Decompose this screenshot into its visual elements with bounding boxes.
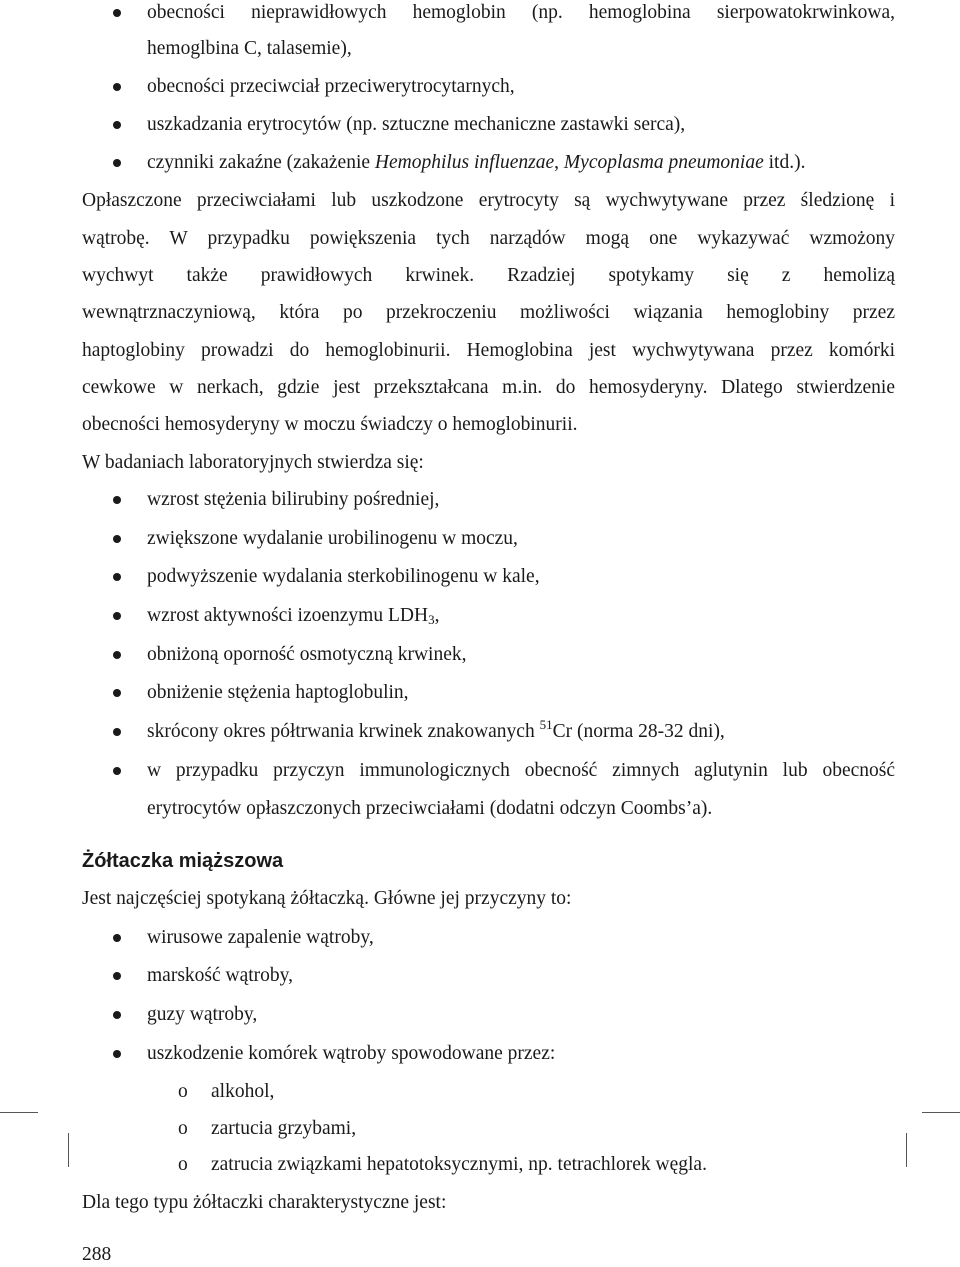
list-item-text: itd.). (763, 152, 806, 173)
bullet-icon (113, 496, 121, 504)
page-number: 288 (82, 1244, 112, 1265)
paragraph-line: wewnątrznaczyniową, która po przekroczeniu możliwości wiązania hemoglobiny przez (82, 302, 895, 323)
bullet-icon (113, 689, 121, 697)
list-item-continuation: erytrocytów opłaszczonych przeciwciałami (dodatni odczyn Coombs’a). (147, 798, 713, 819)
bullet-icon (113, 767, 121, 775)
margin-mark (922, 1112, 960, 1113)
list-item: obecności przeciwciał przeciwerytrocytarnych, (147, 76, 515, 97)
bullet-icon (113, 728, 121, 736)
bullet-icon (113, 573, 121, 581)
bullet-icon (113, 159, 121, 167)
list-item: uszkadzania erytrocytów (np. sztuczne mechaniczne zastawki serca), (147, 114, 686, 135)
sub-list-item: zatrucia związkami hepatotoksycznymi, np. tetrachlorek węgla. (211, 1154, 707, 1175)
section-intro: Jest najczęściej spotykaną żółtaczką. Główne jej przyczyny to: (82, 888, 572, 909)
pathogen-name: Mycoplasma pneumoniae (563, 152, 764, 173)
paragraph-line: obecności hemosyderyny w moczu świadczy o hemoglobinurii. (82, 414, 578, 435)
bullet-icon (113, 651, 121, 659)
margin-mark (906, 1133, 907, 1167)
sub-list-item: alkohol, (211, 1081, 275, 1102)
pathogen-name: Hemophilus influenzae (374, 152, 555, 173)
paragraph-line: cewkowe w nerkach, gdzie jest przekształcana m.in. do hemosyderyny. Dlatego stwierdzenie (82, 377, 895, 398)
list-item-text: czynniki zakaźne (zakażenie (147, 152, 375, 173)
list-item: zwiększone wydalanie urobilinogenu w moczu, (147, 528, 518, 549)
subscript: 3 (428, 612, 435, 627)
paragraph-line: Opłaszczone przeciwciałami lub uszkodzone erytrocyty są wychwytywane przez śledzionę i (82, 190, 895, 211)
bullet-icon (113, 535, 121, 543)
list-item: uszkodzenie komórek wątroby spowodowane przez: (147, 1043, 556, 1064)
closing-line: Dla tego typu żółtaczki charakterystyczne jest: (82, 1192, 447, 1213)
list-item (147, 151, 805, 175)
sub-bullet-marker: o (178, 1154, 188, 1175)
bullet-icon (113, 612, 121, 620)
list-item: obecności nieprawidłowych hemoglobin (np. hemoglobina sierpowatokrwinkowa, (147, 2, 895, 23)
list-item: obniżenie stężenia haptoglobulin, (147, 682, 409, 703)
list-item-text: wzrost aktywności izoenzymu LDH (147, 605, 429, 626)
superscript: 51 (539, 717, 553, 732)
lab-intro: W badaniach laboratoryjnych stwierdza się: (82, 452, 424, 473)
section-heading: Żółtaczka miąższowa (82, 850, 284, 872)
sub-bullet-marker: o (178, 1118, 188, 1139)
list-item-continuation: hemoglbina C, talasemie), (147, 38, 352, 59)
bullet-icon (113, 934, 121, 942)
sub-list-item: zartucia grzybami, (211, 1118, 357, 1139)
list-item: w przypadku przyczyn immunologicznych obecność zimnych aglutynin lub obecność (147, 760, 895, 781)
list-item-text: Cr (norma 28-32 dni), (552, 721, 725, 742)
bullet-icon (113, 1050, 121, 1058)
list-item (147, 604, 439, 628)
list-item: guzy wątroby, (147, 1004, 258, 1025)
list-item: wirusowe zapalenie wątroby, (147, 927, 374, 948)
bullet-icon (113, 121, 121, 129)
list-item (147, 717, 725, 744)
paragraph-line: wychwyt także prawidłowych krwinek. Rzadziej spotykamy się z hemolizą (82, 265, 895, 286)
list-item: podwyższenie wydalania sterkobilinogenu w kale, (147, 566, 540, 587)
separator-text: , (554, 152, 564, 173)
paragraph-line: haptoglobiny prowadzi do hemoglobinurii. Hemoglobina jest wychwytywana przez komórki (82, 340, 895, 361)
margin-mark (0, 1112, 38, 1113)
margin-mark (68, 1133, 69, 1167)
list-item: obniżoną oporność osmotyczną krwinek, (147, 644, 467, 665)
list-item: marskość wątroby, (147, 965, 294, 986)
bullet-icon (113, 1011, 121, 1019)
bullet-icon (113, 83, 121, 91)
paragraph-line: wątrobę. W przypadku powiększenia tych narządów mogą one wykazywać wzmożony (82, 228, 895, 249)
sub-bullet-marker: o (178, 1081, 188, 1102)
list-item: wzrost stężenia bilirubiny pośredniej, (147, 489, 440, 510)
bullet-icon (113, 9, 121, 17)
bullet-icon (113, 972, 121, 980)
list-item-text: skrócony okres półtrwania krwinek znakowanych (147, 721, 540, 742)
list-item-text: , (434, 605, 440, 626)
